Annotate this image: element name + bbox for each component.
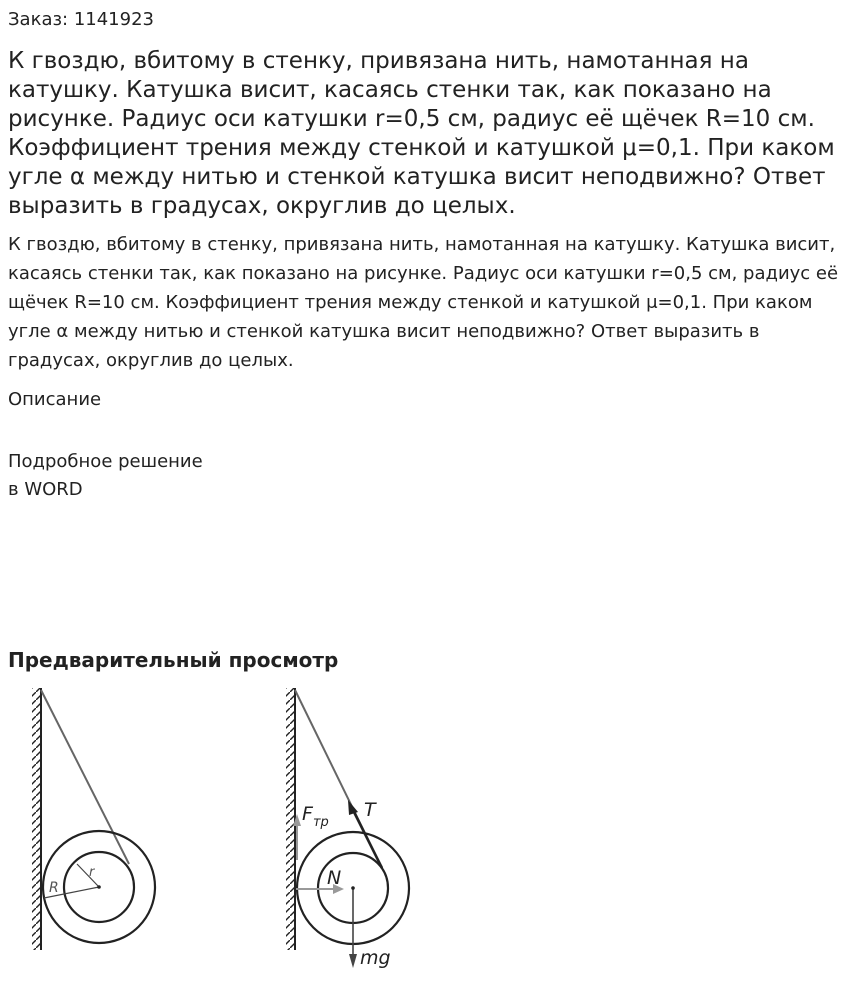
figure-spool-geometry <box>28 684 168 956</box>
solution-line-2: в WORD <box>8 479 83 500</box>
wall-hatching <box>286 688 295 950</box>
spool-center <box>97 885 101 889</box>
spool-center <box>351 886 355 890</box>
order-number: Заказ: 1141923 <box>8 9 154 30</box>
tension-arrowhead <box>348 800 358 815</box>
gravity-arrowhead <box>349 954 357 968</box>
figure-force-diagram <box>282 684 432 974</box>
solution-line-1: Подробное решение <box>8 451 203 472</box>
task-title: К гвоздю, вбитому в стенку, привязана нить, намотанная на катушку. Катушка висит, касаясь стенки так, как показано на рисунке. Радиус оси катушки r=0,5 см, радиус её щёчек R=10 см. Коэффициент трения между стенкой и катушкой μ=0,1. При каком угле α между нитью и стенкой катушка висит неподвижно? Ответ выразить в градусах, округлив до целых. <box>8 48 835 219</box>
label-N: N <box>327 867 342 889</box>
label-F-subscript: тр <box>312 815 329 830</box>
label-F: F <box>302 803 313 825</box>
wall-hatching <box>32 688 41 950</box>
task-description: К гвоздю, вбитому в стенку, привязана нить, намотанная на катушку. Катушка висит, касаясь стенки так, как показано на рисунке. Радиус оси катушки r=0,5 см, радиус её щёчек R=10 см. Коэффициент трения между стенкой и катушкой μ=0,1. При каком угле α между нитью и стенкой катушка висит неподвижно? Ответ выразить в градусах, округлив до целых. <box>8 234 839 371</box>
thread <box>41 690 129 864</box>
radius-r-line <box>77 864 99 887</box>
label-T: T <box>364 799 376 821</box>
label-r: r <box>89 865 95 880</box>
label-F-tr <box>302 803 329 830</box>
solution-label <box>8 448 203 504</box>
description-heading: Описание <box>8 389 102 410</box>
label-mg: mg <box>360 947 391 969</box>
label-R: R <box>49 880 59 896</box>
preview-heading: Предварительный просмотр <box>8 648 339 672</box>
